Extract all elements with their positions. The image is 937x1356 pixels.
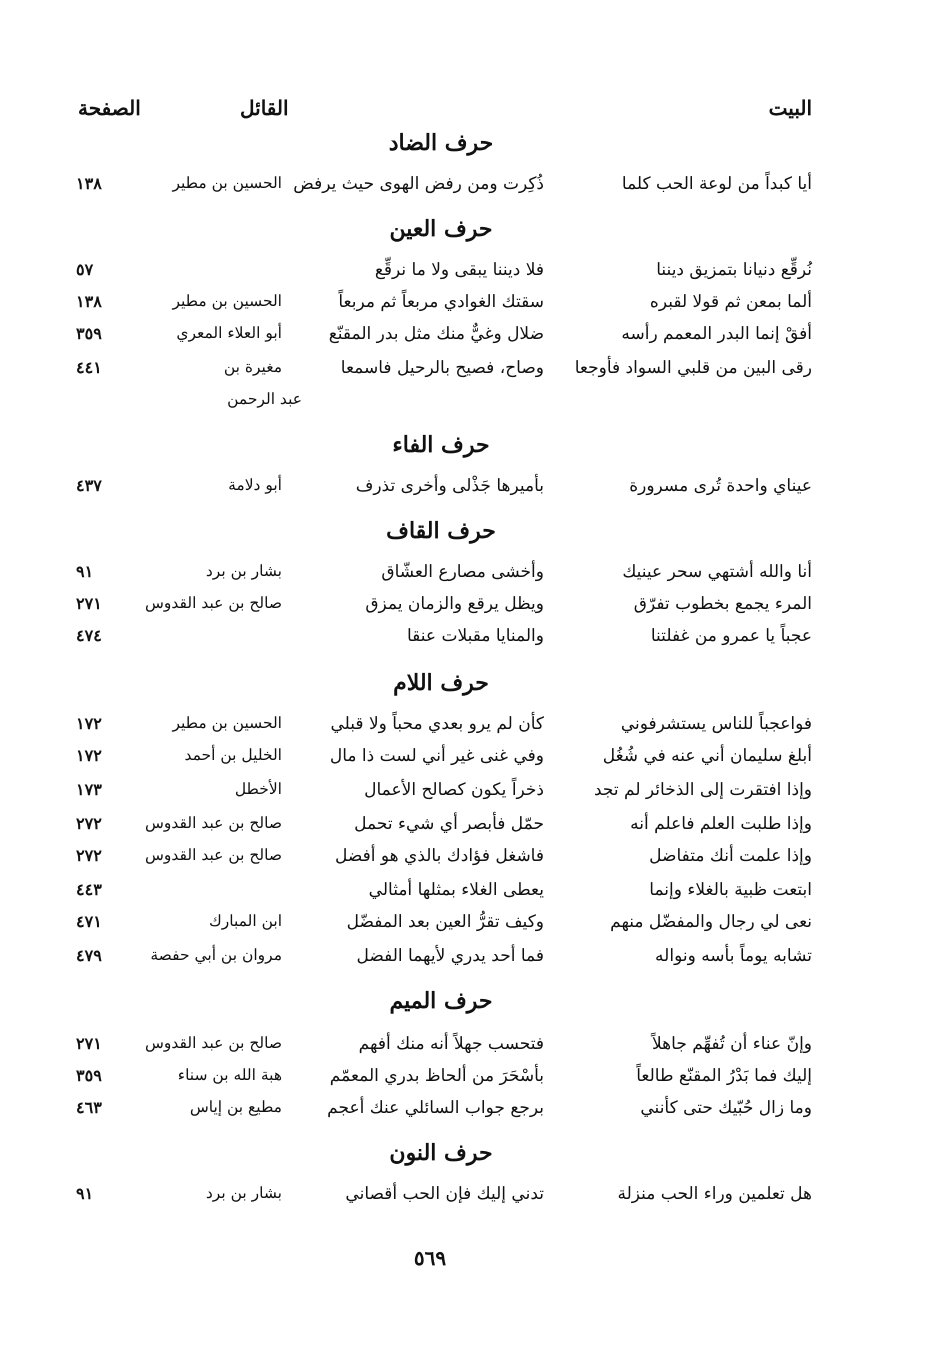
poet-name: عبد الرحمن [227,390,302,408]
section-title-mim: حرف الميم [389,988,493,1014]
table-row [70,594,812,626]
poet-name: صالح بن عبد القدوس [145,846,282,864]
section-title-fa: حرف الفاء [392,432,490,458]
verse-second-half: وأخشى مصارع العشّاق [381,562,544,582]
verse-second-half: وفي غنى غير أني لست ذا مال [329,746,544,766]
verse-first-half: وما زال حُبّيك حتى كأنني [640,1098,812,1118]
verse-second-half: ويظل يرقع والزمان يمزق [365,594,544,614]
page-ref: ٢٧٢ [76,814,102,833]
verse-first-half: أبلغ سليمان أني عنه في شُغُل [602,746,812,766]
poet-name: صالح بن عبد القدوس [145,1034,282,1052]
table-row [70,174,812,206]
verse-second-half: فتحسب جهلاً أنه منك أفهم [358,1034,544,1054]
verse-first-half: رقى البين من قلبي السواد فأوجعا [574,358,812,378]
poet-name: بشار بن برد [205,1184,282,1202]
poet-name: مروان بن أبي حفصة [150,946,282,964]
verse-second-half: والمنايا مقبلات عنقا [406,626,544,646]
poet-name: أبو دلامة [228,476,282,494]
page-ref: ٤٧٤ [76,626,102,645]
poet-name: مطيع بن إياس [189,1098,282,1116]
page-ref: ٤٧١ [76,912,102,931]
poet-name: الأخطل [234,780,282,798]
header-poet: القائل [240,96,289,120]
poet-name: مغيرة بن [223,358,282,376]
verse-first-half: المرء يجمع بخطوب تفرّق [633,594,812,614]
page-ref: ٤٤٣ [76,880,102,899]
verse-first-half: عيناي واحدة تُرى مسرورة [629,476,812,496]
poet-name: أبو العلاء المعري [176,324,282,342]
verse-second-half: تدني إليك فإن الحب أقصاني [345,1184,544,1204]
page-ref: ٥٧ [76,260,94,279]
poet-name: صالح بن عبد القدوس [145,594,282,612]
page-ref: ٤٤١ [76,358,102,377]
table-row [70,846,812,878]
verse-second-half: برجع جواب السائلي عنك أعجم [327,1098,544,1118]
page-ref: ٤٧٩ [76,946,102,965]
verse-second-half: فاشغل فؤادك بالذي هو أفضل [335,846,544,866]
verse-first-half: وإذا علمت أنك متفاضل [649,846,812,866]
verse-first-half: أنا والله أشتهي سحر عينيك [622,562,812,582]
verse-first-half: هل تعلمين وراء الحب منزلة [617,1184,812,1204]
table-row [70,1098,812,1130]
section-title-dad: حرف الضاد [388,130,494,156]
page-ref: ٢٧١ [76,594,102,613]
poet-name: بشار بن برد [205,562,282,580]
verse-second-half: فما أحد يدري لأيهما الفضل [356,946,544,966]
verse-first-half: وإذا طلبت العلم فاعلم أنه [630,814,812,834]
verse-first-half: إليك فما بَدْرُ المقنّع طالعاً [636,1066,812,1086]
verse-second-half: ذخراً يكون كصالح الأعمال [364,780,544,800]
verse-second-half: ذُكِرت ومن رفض الهوى حيث يرفض [293,174,544,194]
table-row [70,260,812,292]
table-header [70,96,812,132]
page-ref: ٤٣٧ [76,476,102,495]
verse-second-half: وصاح، فصيح بالرحيل فاسمعا [340,358,544,378]
table-row [70,324,812,356]
page-ref: ١٧٢ [76,746,102,765]
verse-second-half: بأسْحَرَ من ألحاظ بدري المعمّم [329,1066,544,1086]
page-ref: ٢٧٢ [76,846,102,865]
verse-second-half: فلا ديننا يبقى ولا ما نرقِّع [374,260,544,280]
verse-first-half: فواعجباً للناس يستشرفوني [620,714,812,734]
verse-second-half: يعطى الغلاء بمثلها أمثالي [368,880,544,900]
table-row [70,946,812,978]
section-title-lam: حرف اللام [393,670,489,696]
verse-second-half: كأن لم يرو بعدي محباً ولا قبلي [330,714,544,734]
table-row [70,814,812,846]
poet-name: الحسين بن مطير [172,292,282,310]
section-title-nun: حرف النون [389,1140,493,1166]
table-row [70,1034,812,1066]
table-row [70,562,812,594]
verse-second-half: حمّل فأبصر أي شيء تحمل [354,814,544,834]
poet-name: ابن المبارك [209,912,282,930]
header-page: الصفحة [78,96,141,120]
section-title-qaf: حرف القاف [386,518,496,544]
verse-first-half: ابتعت ظبية بالغلاء وإنما [649,880,812,900]
verse-first-half: وإذا افتقرت إلى الذخائر لم تجد [593,780,812,800]
page-ref: ١٧٣ [76,780,102,799]
table-row [70,292,812,324]
poet-name: صالح بن عبد القدوس [145,814,282,832]
verse-first-half: ألما بمعن ثم قولا لقبره [649,292,812,312]
table-row [70,626,812,658]
page-number: ٥٦٩ [413,1246,447,1270]
page-ref: ٣٥٩ [76,324,102,343]
table-row [70,880,812,912]
verse-first-half: عجباً يا عمرو من غفلتنا [650,626,812,646]
verse-second-half: بأميرها جَذْلى وأخرى تذرف [355,476,544,496]
poet-name: الحسين بن مطير [172,174,282,192]
table-row [70,476,812,508]
verse-first-half: وإنّ عناء أن تُفهِّم جاهلاً [652,1034,812,1054]
table-row [70,714,812,746]
verse-first-half: نُرقِّع دنيانا بتمزيق ديننا [656,260,812,280]
page-ref: ٢٧١ [76,1034,102,1053]
verse-second-half: ضلال وغيٌّ منك مثل بدر المقنّع [328,324,544,344]
page-ref: ٣٥٩ [76,1066,102,1085]
table-row-continuation [70,390,812,422]
verse-first-half: أيا كبداً من لوعة الحب كلما [621,174,812,194]
page-ref: ١٣٨ [76,292,102,311]
section-title-ain: حرف العين [389,216,493,242]
page-ref: ٤٦٣ [76,1098,102,1117]
page-ref: ٩١ [76,1184,94,1203]
verse-first-half: أفقْ إنما البدر المعمم رأسه [621,324,812,344]
poet-name: الخليل بن أحمد [184,746,282,764]
header-bayt: البيت [768,96,812,120]
table-row [70,780,812,812]
poet-name: الحسين بن مطير [172,714,282,732]
page-ref: ١٣٨ [76,174,102,193]
verse-second-half: سقتك الغوادي مربعاً ثم مربعاً [338,292,544,312]
table-row [70,1066,812,1098]
poet-name: هبة الله بن سناء [177,1066,282,1084]
verse-second-half: وكيف تقرُّ العين بعد المفضّل [346,912,544,932]
table-row [70,746,812,778]
table-row [70,358,812,390]
table-row [70,1184,812,1216]
page-ref: ٩١ [76,562,94,581]
page-ref: ١٧٢ [76,714,102,733]
table-row [70,912,812,944]
verse-first-half: تشابه يوماً بأسه ونواله [655,946,812,966]
verse-first-half: نعى لي رجال والمفضّل منهم [610,912,812,932]
